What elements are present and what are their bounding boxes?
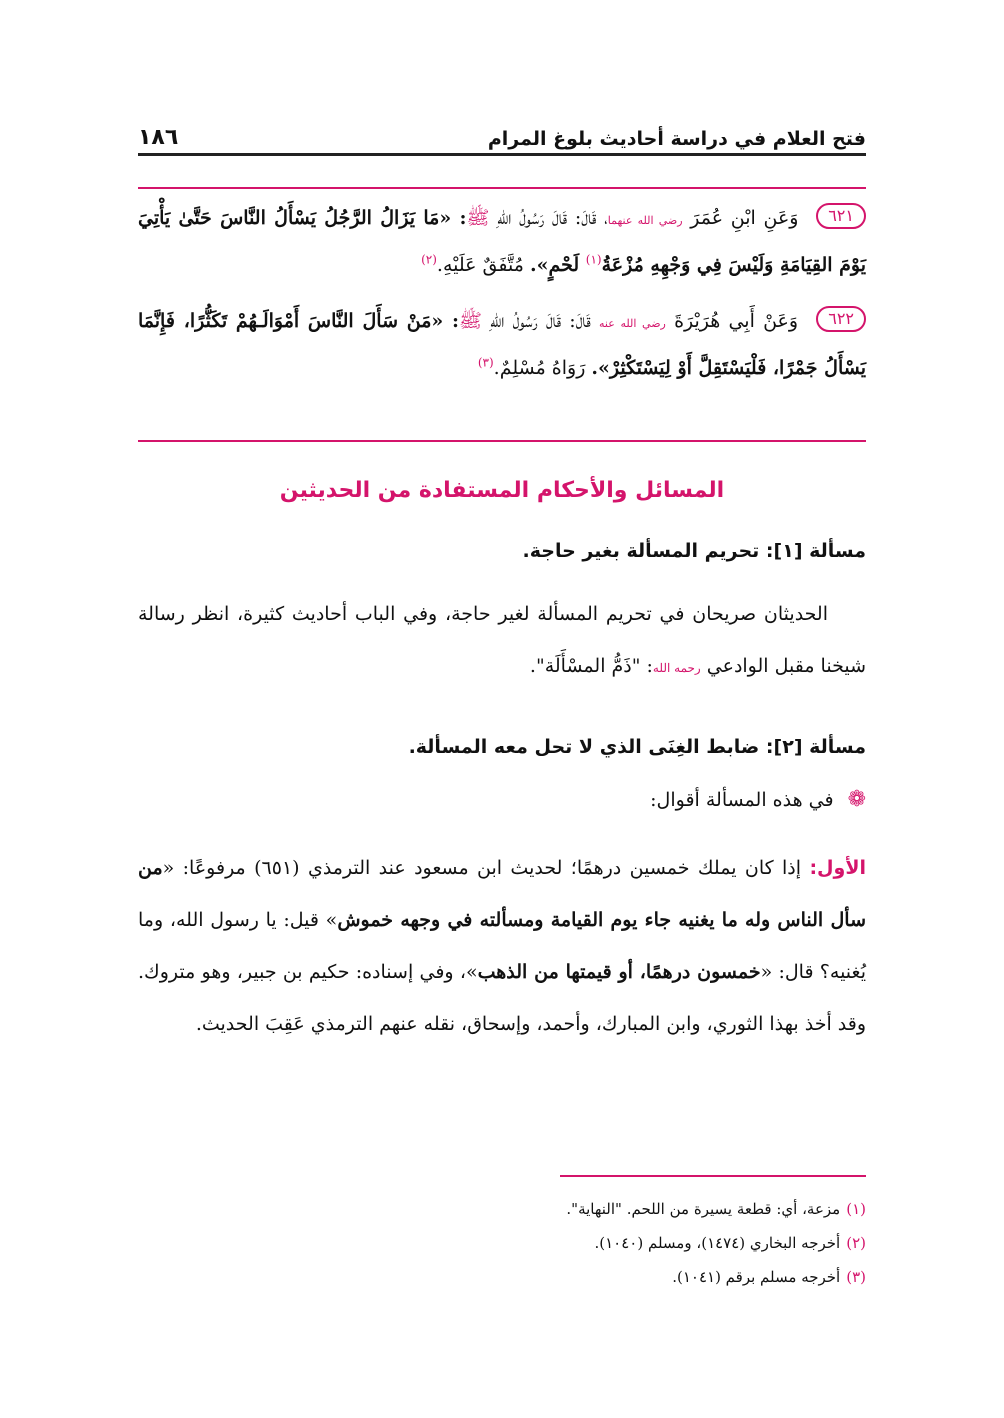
footnote-ref: (٣) <box>477 355 494 370</box>
header-rule <box>138 153 866 156</box>
issue-1 <box>138 540 866 694</box>
paragraph-text: » قيل: يا رسول الله، وما يُغنيه؟ قال: « <box>138 909 866 983</box>
paragraph-text: »، وفي إسناده: حكيم بن جبير، وهو متروك. وقد أخذ بهذا الثوري، وابن المبارك، وأحمد، وإسحاق، نقله عنهم الترمذي عَقِبَ الحديث. <box>138 961 866 1035</box>
footnote-text: أخرجه البخاري (١٤٧٤)، ومسلم (١٠٤٠). <box>594 1234 841 1252</box>
book-title: فتح العلام في دراسة أحاديث بلوغ المرام <box>487 128 866 150</box>
issue-label: مسألة [٢]: <box>765 736 866 758</box>
hadith-quote: : «مَنْ سَأَلَ النَّاسَ أَمْوَالَـهُمْ تَكَثُّرًا، فَإِنَّمَا يَسْأَلُ جَمْرًا، فَلْيَسْتَقِلَّ أَوْ لِيَسْتَكْثِرْ». <box>138 310 866 379</box>
issue-title: تحريم المسألة بغير حاجة. <box>522 540 766 562</box>
hadith-number-badge: ٦٢٢ <box>816 306 866 332</box>
page-number: ١٨٦ <box>138 125 179 150</box>
opinion-label: الأول: <box>809 857 866 879</box>
issue-2-intro <box>138 780 866 820</box>
salutation-ligature: ﷺ <box>466 207 490 229</box>
footnote-1 <box>138 1192 866 1226</box>
intro-text: في هذه المسألة أقوال: <box>650 789 834 811</box>
hadith-top-rule <box>138 187 866 189</box>
flower-icon: ❁ <box>847 787 866 812</box>
issue-1-text <box>138 588 866 694</box>
hadith-quote: : «مَا يَزَالُ الرَّجُلُ يَسْأَلُ النَّاسَ حَتَّىٰ يَأْتِيَ يَوْمَ القِيَامَةِ وَلَيْسَ فِي وَجْهِهِ مُزْعَةُ <box>138 207 866 276</box>
footnotes <box>138 1192 866 1294</box>
footnote-ref: (٢) <box>421 252 437 267</box>
hadith-quote-end: لَحْمٍ». <box>529 254 586 276</box>
footnote-number: (١) <box>846 1200 866 1218</box>
hadith-quote: خمسون درهمًا، أو قيمتها من الذهب <box>477 961 761 983</box>
hadith-said: قَالَ: قَالَ رَسُولُ اللهِ <box>490 310 600 332</box>
paragraph-text-end: : "ذَمُّ المسْأَلَة". <box>529 655 653 677</box>
footnote-number: (٣) <box>846 1268 866 1286</box>
hadith-lead: وَعَنْ أَبِي هُرَيْرَةَ <box>674 310 799 332</box>
issue-title: ضابط الغِنَى الذي لا تحل معه المسألة. <box>408 736 766 758</box>
section-title: المسائل والأحكام المستفادة من الحديثين <box>279 478 725 503</box>
hadith-said: ، قَالَ: قَالَ رَسُولُ اللهِ <box>497 207 608 229</box>
paragraph-text: الحديثان صريحان في تحريم المسألة لغير حاجة، وفي الباب أحاديث كثيرة، انظر رسالة شيخنا مقبل الوادعي <box>138 603 866 677</box>
footnote-number: (٢) <box>846 1234 866 1252</box>
footnote-text: أخرجه مسلم برقم (١٠٤١). <box>672 1268 841 1286</box>
issue-label: مسألة [١]: <box>765 540 866 562</box>
footnote-2 <box>138 1226 866 1260</box>
hadith-source: مُتَّفَقٌ عَلَيْهِ. <box>436 254 530 276</box>
honorific-ligature: رضي الله عنه <box>599 317 666 330</box>
hadith-block <box>138 196 866 402</box>
honorific-ligature: رضي الله عنهما <box>607 214 683 227</box>
hadith-bottom-rule <box>138 440 866 442</box>
footnote-text: مزعة، أي: قطعة يسيرة من اللحم. "النهاية". <box>566 1200 841 1218</box>
opinion-first <box>138 842 866 1050</box>
salutation-ligature: ﷺ <box>459 310 482 332</box>
hadith-lead: وَعَنِ ابْنِ عُمَرَ <box>690 207 799 229</box>
running-header <box>138 116 866 150</box>
hadith-source: رَوَاهُ مُسْلِمٌ. <box>493 357 592 379</box>
honorific-ligature: رحمه الله <box>652 661 701 675</box>
hadith-quote: من سأل الناس وله ما يغنيه جاء يوم القيامة ومسألته في وجهه خموش <box>138 857 866 931</box>
issue-2-heading <box>138 736 866 758</box>
issue-1-heading <box>138 540 866 562</box>
footnote-ref: (١) <box>585 252 602 267</box>
hadith-621 <box>138 196 866 287</box>
hadith-number-badge: ٦٢١ <box>816 203 866 229</box>
footnote-rule <box>560 1175 866 1177</box>
hadith-622 <box>138 299 866 390</box>
paragraph-text: إذا كان يملك خمسين درهمًا؛ لحديث ابن مسعود عند الترمذي (٦٥١) مرفوعًا: « <box>162 857 810 879</box>
issue-2 <box>138 736 866 1050</box>
footnote-3 <box>138 1260 866 1294</box>
